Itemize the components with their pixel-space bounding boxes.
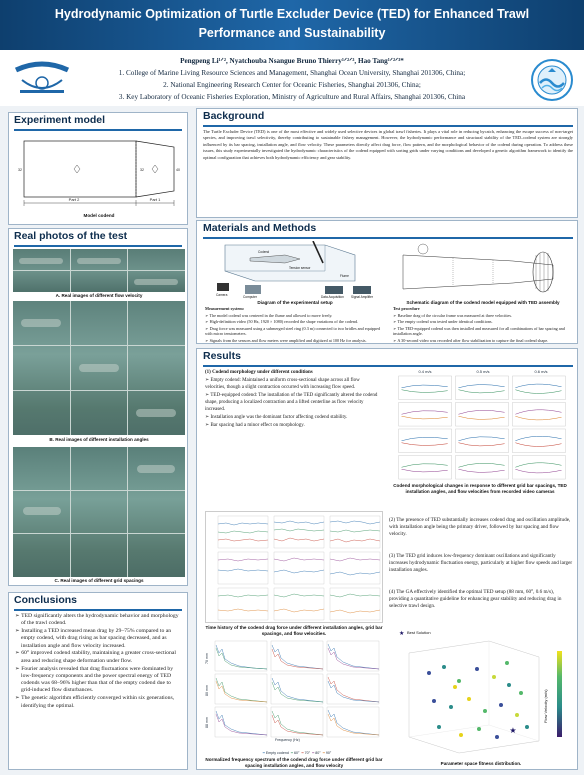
conclusion-item: ➢ Installing a TED increased mean drag by 29–75% compared to an empty codend, with drag rising as bar spacing decreased, and as installation angle and flow velocity increased. (15, 628, 172, 649)
photos-caption-b: B. Real images of different installation angles (49, 437, 149, 442)
experimental-setup-diagram (205, 241, 385, 299)
svg-text:★: ★ (509, 726, 517, 735)
measure-item: ➢ The model codend was centered in the flume and allowed to move freely. (205, 312, 333, 318)
ga-axis-label: Flow Velocity (m/s) (543, 689, 548, 723)
svg-text:32: 32 (140, 168, 144, 172)
setup-label-camera: Camera (216, 293, 228, 297)
affiliation-3: 3. Key Laboratory of Oceanic Fisheries Exploration, Ministry of Agriculture and Rural Affairs, Shanghai 201306, China (118, 93, 466, 101)
photos-heading: Real photos of the test (14, 230, 128, 242)
real-photos-panel (8, 228, 188, 586)
background-panel (196, 108, 578, 218)
schematic-caption: Schematic diagram of the codend model equipped with TED assembly (406, 300, 560, 305)
legend-90: 90° (325, 751, 332, 755)
results-sub1: (1) Codend morphology under different conditions (205, 370, 313, 375)
setup-label-flume: Flume (340, 274, 349, 278)
title-line-1: Hydrodynamic Optimization of Turtle Excluder Device (TED) for Enhanced Trawl (54, 7, 530, 21)
spectrum-plots (205, 639, 383, 749)
spec-row-label: 70 mm (205, 653, 209, 664)
test-procedure (393, 306, 573, 345)
morphology-caption: Codend morphological changes in response to different grid bar spacings, TED installation angles, and flow velocities from recorded video cameras (393, 483, 567, 494)
ga-caption: Parameter space fitness distribution. (440, 761, 522, 766)
poster-title (0, 5, 584, 43)
background-text: The Turtle Excluder Device (TED) is one of the most effective and widely used selective devices in global trawl fisheries. It plays a vital role in reducing bycatch, enhancing the escape success of non-target species, and improving trawl selectivity, thereby contributing to sustainable fishery management. However, the hydrodynamic performance and structural stability of the TED–codend system are strongly influenced by its bar spacing, installation angle, and flow velocity. These parameters directly affect drag force, flow pattern, and the morphological behavior of the codend during operation. To address these issues, this study experimentally investigated the hydrodynamic characteristics of the codend equipped with sorting grids under varying conditions and developed a genetic algorithm framework to identify the optimal configuration that achieves both hydrodynamic efficiency and gear stability. (203, 129, 573, 160)
ga-legend-label: Best Solution (407, 630, 431, 635)
morph-col-label: 0.5 m/s (476, 369, 490, 374)
morphology-findings (205, 369, 381, 430)
spectrum-xlabel: Frequency (Hz) (275, 738, 300, 742)
proc-item: ➢ The empty codend was tested under identical conditions. (393, 319, 493, 325)
setup-caption: Diagram of the experimental setup (257, 300, 333, 305)
setup-label-data-acquisition: Data Acquisition (321, 295, 344, 299)
part-2-label: Part 2 (68, 197, 80, 202)
setup-label-computer: Computer (243, 295, 257, 299)
morph-item: ➢ Installation angle was the dominant factor affecting codend stability. (205, 415, 348, 420)
morph-col-label: 0.6 m/s (534, 369, 548, 374)
result-point-4: (4) The GA effectively identified the optimal TED setup (88 mm, 60°, 0.6 m/s), providing a quantitative guideline for enhancing gear stability and reducing drag in selective trawl design. (389, 589, 562, 610)
morph-col-label: 0.4 m/s (418, 369, 432, 374)
proc-item: ➢ The TED-equipped codend was then installed and measured for all combinations of bar spacing and installation angle. (393, 325, 565, 337)
flow-velocity-photos (13, 249, 185, 292)
university-logo-icon (12, 56, 72, 98)
experiment-heading: Experiment model (14, 114, 106, 126)
results-panel (196, 348, 578, 770)
setup-label-codend: Codend (258, 250, 270, 254)
measure-item: ➢ Drag force was measured using a submerged steel ring (0.3 m) connected to two bridles and equipped with micro tensiometers. (205, 325, 381, 337)
methods-panel (196, 220, 578, 344)
codend-model-diagram (14, 133, 184, 213)
spectrum-legend: ━ Empty codend ━ 60° ━ 70° ━ 80° ━ 90° (262, 751, 332, 755)
photos-caption-c: C. Real images of different grid spacings (54, 578, 144, 583)
legend-60: 60° (294, 751, 300, 755)
measure-item: ➢ Signals from the sensors and flow meters were amplified and digitized at 100 Hz for analysis. (205, 337, 367, 343)
setup-label-tension-sensor: Tension sensor (289, 266, 311, 270)
title-line-2: Performance and Sustainability (198, 26, 386, 40)
methods-heading: Materials and Methods (203, 222, 317, 234)
legend-empty: Empty codend (265, 751, 289, 755)
parameter-space-chart (389, 623, 573, 761)
measure-item: ➢ High-definition video (50 Hz, 1920 × 1080) recorded the shape variations of the codend. (205, 319, 359, 325)
legend-70: 70° (304, 751, 311, 755)
svg-text:★: ★ (399, 631, 405, 637)
result-point-3: (3) The TED grid induces low-frequency dominant oscillations and significantly increases hydrodynamic fluctuation energy, particularly at higher flow speeds and larger installation angles. (389, 553, 573, 574)
conclusion-item: ➢ 60° improved codend stability, maintaining a greater cross-sectional area and reducing shape deformation under flow. (15, 650, 176, 664)
background-heading: Background (203, 110, 265, 122)
part-1-label: Part 1 (149, 197, 161, 202)
svg-text:32: 32 (18, 168, 22, 172)
installation-angle-photos (13, 301, 185, 435)
authors-block (80, 55, 504, 103)
svg-text:40: 40 (176, 168, 180, 172)
poster-header (0, 0, 584, 106)
results-heading: Results (203, 350, 241, 362)
conclusion-item: ➢ Fourier analysis revealed that drag fluctuations were dominated by low-frequency components and the power spectral energy of TED codends was 68–96% higher than that of the empty codend due to grid-induced flow disturbances. (15, 665, 174, 694)
drag-time-history-chart (206, 512, 384, 624)
proc-item: ➢ A 30-second video was recorded after flow stabilization to capture the final codend shape. (393, 337, 549, 343)
measure-heading: Measurement system: (205, 306, 245, 311)
time-history-plots (205, 511, 383, 623)
spectrum-chart (213, 639, 383, 739)
ted-codend-schematic (393, 241, 573, 299)
conclusion-item: ➢ TED significantly alters the hydrodynamic behavior and morphology of the trawl codend. (15, 613, 179, 627)
proc-heading: Test procedure (393, 306, 420, 311)
setup-label-signal-amplifier: Signal Amplifier (351, 295, 373, 299)
conclusions-heading: Conclusions (14, 594, 78, 606)
ga-fitness-plot (389, 623, 573, 761)
proc-item: ➢ Baseline drag of the circular frame was measured at three velocities. (393, 312, 513, 318)
conclusion-item: ➢ The genetic algorithm efficiently converged within six generations, identifying the optimal. (15, 695, 175, 709)
spec-row-label: 88 mm (205, 717, 209, 728)
morph-item: ➢ TED-equipped codend: The installation of the TED significantly altered the codend shape, producing a localized contraction and a lifted centerline as flow velocity increased. (205, 393, 378, 412)
spectrum-caption: Normalized frequency spectrum of the codend drag force under different grid bar spacing installation angles, and flow velocity (205, 757, 383, 768)
spec-row-label: 80 mm (205, 685, 209, 696)
affiliation-1: 1. College of Marine Living Resource Sciences and Management, Shanghai Ocean University, Shanghai 201306, China; (118, 69, 466, 77)
legend-80: 80° (315, 751, 321, 755)
author-names: Pengpeng Li¹ᐟ², Nyatchouba Nsangue Bruno Thierry¹ᐟ²ᐟ³, Hao Tang¹ᐟ²ᐟ³* (180, 57, 404, 65)
affiliation-2: 2. National Engineering Research Center for Oceanic Fisheries, Shanghai 201306, China; (163, 81, 421, 89)
result-point-2: (2) The presence of TED substantially increases codend drag and oscillation amplitude, with installation angle being the primary driver, followed by bar spacing and flow velocity. (389, 517, 571, 538)
conclusions-panel (8, 592, 188, 770)
time-history-caption: Time history of the codend drag force under different installation angles, grid bar spacings, and flow velocities. (205, 625, 383, 636)
morph-item: ➢ Empty codend: Maintained a uniform cross-sectional shape across all flow velocities, though a slight contraction occurred with increasing flow speed. (205, 378, 360, 390)
model-codend-caption: Model codend (83, 213, 115, 218)
measurement-system (205, 306, 385, 345)
research-center-logo-icon (530, 58, 574, 102)
conclusions-list (15, 613, 183, 710)
grid-spacing-photos (13, 447, 185, 577)
morphology-plots (395, 375, 571, 481)
morph-item: ➢ Bar spacing had a minor effect on morphology. (205, 423, 305, 428)
photos-caption-a: A. Real images of different flow velocity (55, 293, 143, 298)
morphology-grid (387, 369, 573, 481)
experiment-model-panel (8, 112, 188, 225)
